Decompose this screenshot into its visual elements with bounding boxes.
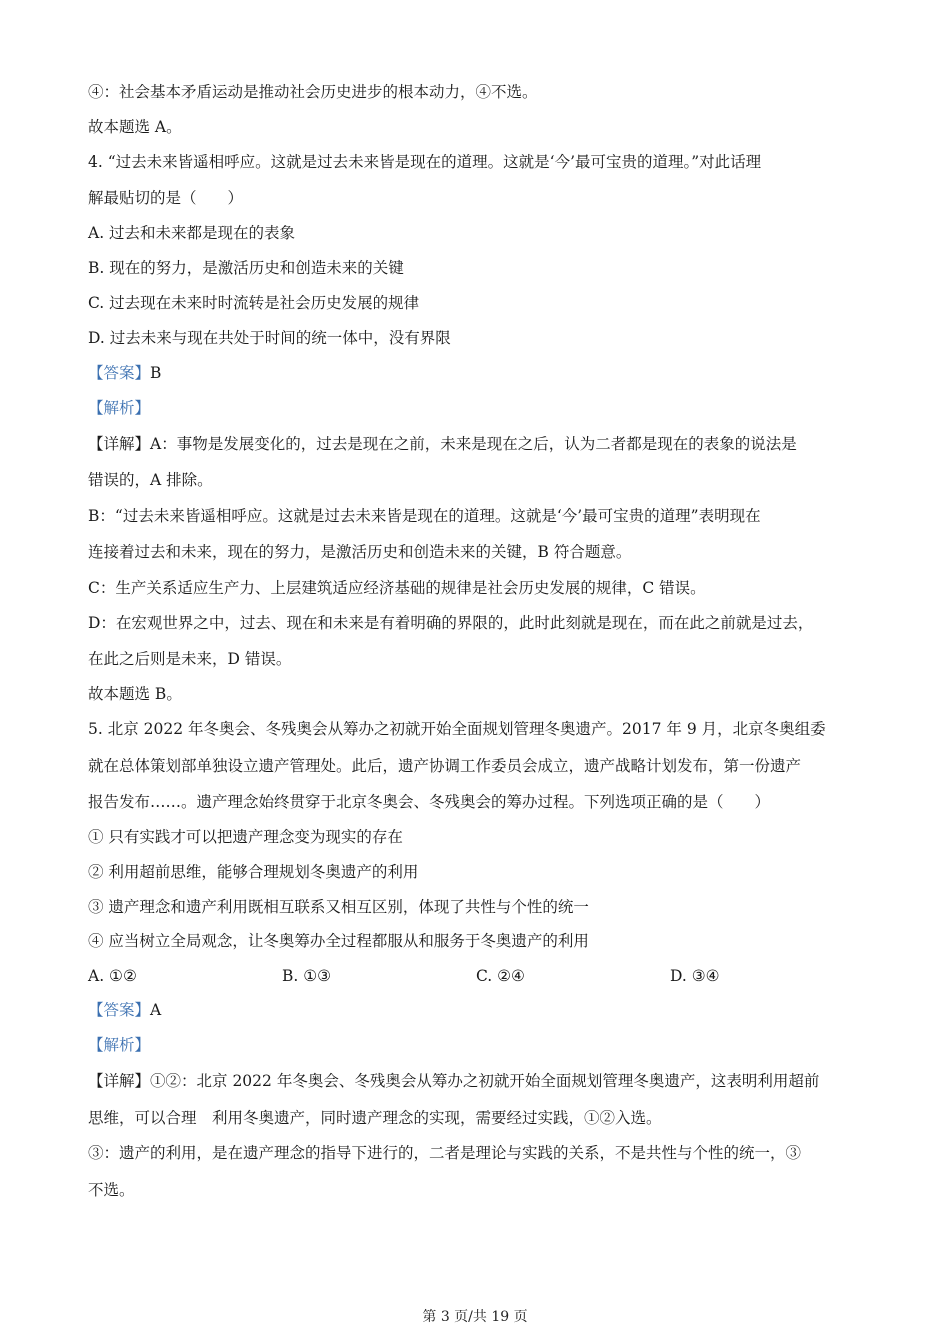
- text-line: ④：社会基本矛盾运动是推动社会历史进步的根本动力，④不选。: [88, 83, 538, 101]
- statement-1: ① 只有实践才可以把遗产理念变为现实的存在: [88, 828, 403, 846]
- detail-line: 思维，可以合理 利用冬奥遗产，同时遗产理念的实现，需要经过实践，①②入选。: [88, 1109, 662, 1127]
- option-d: D. 过去未来与现在共处于时间的统一体中，没有界限: [88, 329, 451, 347]
- analysis-tag: 【解析】: [88, 1036, 151, 1054]
- question-4-stem: 4. “过去未来皆遥相呼应。这就是过去未来皆是现在的道理。这就是‘今’最可宝贵的道理。”对此话理: [88, 153, 762, 171]
- option-c: C. 过去现在未来时时流转是社会历史发展的规律: [88, 294, 420, 312]
- question-5-stem: 报告发布……。遗产理念始终贯穿于北京冬奥会、冬残奥会的筹办过程。下列选项正确的是（ ）: [88, 793, 771, 811]
- conclusion-line: 故本题选 B。: [88, 685, 182, 703]
- statement-3: ③ 遗产理念和遗产利用既相互联系又相互区别，体现了共性与个性的统一: [88, 898, 589, 916]
- option-b: B. 现在的努力，是激活历史和创造未来的关键: [88, 259, 404, 277]
- statement-2: ② 利用超前思维，能够合理规划冬奥遗产的利用: [88, 863, 419, 881]
- detail-tag: 【详解】: [88, 1072, 151, 1090]
- option-a: A. 过去和未来都是现在的表象: [88, 224, 296, 242]
- answer-value: A: [150, 1001, 162, 1019]
- detail-text: ①②：北京 2022 年冬奥会、冬残奥会从筹办之初就开始全面规划管理冬奥遗产，这表明利用超前: [150, 1072, 820, 1090]
- detail-line: [88, 1071, 819, 1091]
- detail-line: 在此之后则是未来，D 错误。: [88, 650, 292, 668]
- detail-tag: 【详解】: [88, 435, 151, 453]
- answer-value: B: [150, 364, 162, 382]
- detail-line: ③：遗产的利用，是在遗产理念的指导下进行的，二者是理论与实践的关系，不是共性与个性的统一，③: [88, 1144, 802, 1162]
- statement-4: ④ 应当树立全局观念，让冬奥筹办全过程都服从和服务于冬奥遗产的利用: [88, 932, 589, 950]
- option-d: D. ③④: [670, 967, 720, 985]
- detail-line: [88, 434, 797, 454]
- text-line: 故本题选 A。: [88, 118, 182, 136]
- question-5-stem: 5. 北京 2022 年冬奥会、冬残奥会从筹办之初就开始全面规划管理冬奥遗产。2017 年 9 月，北京冬奥组委: [88, 720, 826, 738]
- page-footer: 第 3 页/共 19 页: [422, 1309, 528, 1325]
- analysis-tag: 【解析】: [88, 399, 151, 417]
- answer-line: [88, 1000, 161, 1020]
- detail-line: 不选。: [88, 1181, 135, 1199]
- answer-line: [88, 363, 161, 383]
- detail-line: D：在宏观世界之中，过去、现在和未来是有着明确的界限的，此时此刻就是现在，而在此之前就是过去，: [88, 614, 814, 632]
- answer-tag: 【答案】: [88, 1001, 151, 1019]
- question-4-stem: 解最贴切的是（ ）: [88, 189, 244, 207]
- detail-line: B：“过去未来皆遥相呼应。这就是过去未来皆是现在的道理。这就是‘今’最可宝贵的道理”表明现在: [88, 507, 761, 525]
- option-a: A. ①②: [88, 967, 137, 985]
- detail-line: C：生产关系适应生产力、上层建筑适应经济基础的规律是社会历史发展的规律，C 错误。: [88, 579, 706, 597]
- detail-line: 错误的，A 排除。: [88, 471, 213, 489]
- answer-tag: 【答案】: [88, 364, 151, 382]
- question-5-stem: 就在总体策划部单独设立遗产管理处。此后，遗产协调工作委员会成立，遗产战略计划发布，第一份遗产: [88, 757, 802, 775]
- option-c: C. ②④: [476, 967, 525, 985]
- option-b: B. ①③: [282, 967, 332, 985]
- detail-line: 连接着过去和未来，现在的努力，是激活历史和创造未来的关键，B 符合题意。: [88, 543, 632, 561]
- detail-text: A：事物是发展变化的，过去是现在之前，未来是现在之后，认为二者都是现在的表象的说法是: [150, 435, 797, 453]
